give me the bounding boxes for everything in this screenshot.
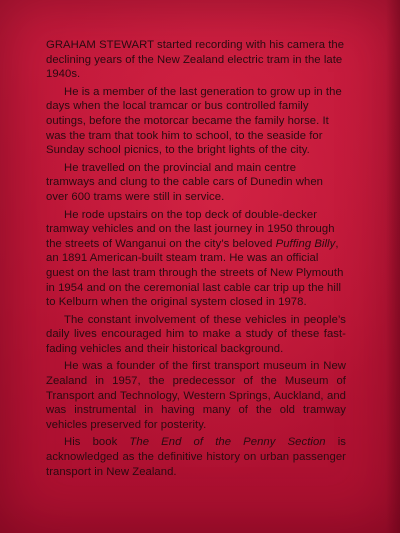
- paragraph-text: is acknowledged as the definitive history on urban passenger transport in New Zealand.: [46, 436, 346, 478]
- bio-paragraph-museum: [46, 359, 346, 432]
- bio-paragraph-book: [46, 435, 346, 479]
- italic-title-text: The End of the Penny Section: [129, 436, 326, 449]
- page-edge-shadow: [386, 0, 400, 533]
- paragraph-text: He is a member of the last generation to grow up in the days when the local tramcar or bus controlled family outings, before the motorcar became the family horse. It was the tram that took him to school, to the seaside for Sunday school picnics, to the bright lights of the city.: [46, 85, 342, 157]
- bio-paragraph-generation: [46, 85, 346, 158]
- bio-paragraph-last-journeys: [46, 208, 346, 310]
- paragraph-text: He travelled on the provincial and main centre tramways and clung to the cable cars of Dunedin when over 600 trams were still in service.: [46, 161, 324, 203]
- paragraph-text: He rode upstairs on the top deck of double-decker tramway vehicles and on the last journey in 1950 through the streets of Wanganui on the city’s beloved: [46, 208, 335, 250]
- bio-paragraph-study: [46, 313, 346, 357]
- paragraph-text: GRAHAM STEWART started recording with his camera the declining years of the New Zealand electric tram in the late 1940s.: [46, 39, 345, 81]
- author-biography: [46, 38, 346, 482]
- paragraph-text: The constant involvement of these vehicles in people’s daily lives encouraged him to make a study of these fast-fading vehicles and their historical background.: [46, 313, 346, 355]
- paragraph-text: He was a founder of the first transport museum in New Zealand in 1957, the predecessor of the Museum of Transport and Technology, Western Springs, Auckland, and was instrumental in having many of the old tramway vehicles preserved for posterity.: [46, 360, 346, 431]
- bio-paragraph-intro: [46, 38, 346, 82]
- paragraph-text: , an 1891 American-built steam tram. He was an official guest on the last tram through the streets of New Plymouth in 1954 and on the ceremonial last cable car trip up the hill to Kelburn when the original system closed in 1978.: [46, 237, 344, 309]
- italic-title-text: Puffing Billy: [275, 237, 336, 250]
- paragraph-text: His book: [64, 436, 130, 449]
- bio-paragraph-travel: [46, 161, 346, 205]
